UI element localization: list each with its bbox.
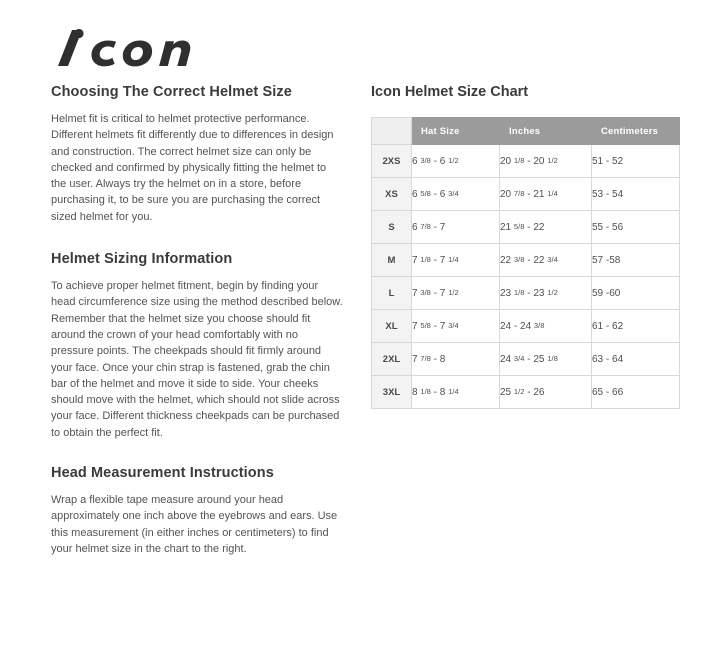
cell-centimeters: 61 - 62 bbox=[592, 310, 680, 343]
cell-size: 2XS bbox=[372, 145, 412, 178]
cell-inches: 24 3/4 - 25 1/8 bbox=[500, 343, 592, 376]
table-row bbox=[372, 211, 680, 244]
section-title: Helmet Sizing Information bbox=[51, 251, 233, 268]
right-column bbox=[371, 84, 679, 409]
cell-hat-size: 7 7/8 - 8 bbox=[412, 343, 500, 376]
cell-inches: 25 1/2 - 26 bbox=[500, 376, 592, 409]
helmet-size-table bbox=[371, 117, 680, 409]
cell-centimeters: 59 -60 bbox=[592, 277, 680, 310]
cell-centimeters: 55 - 56 bbox=[592, 211, 680, 244]
section-title: Head Measurement Instructions bbox=[51, 465, 274, 482]
icon-logo bbox=[52, 26, 212, 70]
table-row bbox=[372, 343, 680, 376]
table-row bbox=[372, 178, 680, 211]
section-title: Choosing The Correct Helmet Size bbox=[51, 84, 292, 100]
cell-centimeters: 63 - 64 bbox=[592, 343, 680, 376]
cell-size: L bbox=[372, 277, 412, 310]
section-body: Helmet fit is critical to helmet protective performance. Different helmets fit differently due to differences in design and construction. The correct helmet size can only be checked and confirmed by physically fitting the helmet to the user. Always try the helmet on in a store, before purchasing it, to be sure you are purchasing the correct sized helmet for you. bbox=[51, 113, 334, 223]
cell-hat-size: 6 7/8 - 7 bbox=[412, 211, 500, 244]
cell-inches: 20 7/8 - 21 1/4 bbox=[500, 178, 592, 211]
table-row bbox=[372, 376, 680, 409]
table-header-hat-size: Hat Size bbox=[412, 118, 500, 145]
section-body: Wrap a flexible tape measure around your head approximately one inch above the eyebrows and ears. Use this measurement (in either inches or centimeters) to find your helmet size in the chart to the right. bbox=[51, 494, 338, 555]
cell-inches: 20 1/8 - 20 1/2 bbox=[500, 145, 592, 178]
cell-inches: 22 3/8 - 22 3/4 bbox=[500, 244, 592, 277]
section-choosing-size bbox=[51, 84, 343, 225]
table-row bbox=[372, 310, 680, 343]
section-head-measurement bbox=[51, 465, 343, 557]
cell-size: 2XL bbox=[372, 343, 412, 376]
cell-centimeters: 51 - 52 bbox=[592, 145, 680, 178]
section-sizing-information bbox=[51, 251, 343, 441]
cell-inches: 24 - 24 3/8 bbox=[500, 310, 592, 343]
cell-inches: 23 1/8 - 23 1/2 bbox=[500, 277, 592, 310]
cell-hat-size: 6 5/8 - 6 3/4 bbox=[412, 178, 500, 211]
cell-hat-size: 7 1/8 - 7 1/4 bbox=[412, 244, 500, 277]
cell-size: XL bbox=[372, 310, 412, 343]
cell-hat-size: 8 1/8 - 8 1/4 bbox=[412, 376, 500, 409]
table-header-inches: Inches bbox=[500, 118, 592, 145]
cell-centimeters: 53 - 54 bbox=[592, 178, 680, 211]
table-header-corner bbox=[372, 118, 412, 145]
cell-centimeters: 57 -58 bbox=[592, 244, 680, 277]
cell-hat-size: 6 3/8 - 6 1/2 bbox=[412, 145, 500, 178]
table-row bbox=[372, 145, 680, 178]
section-body: To achieve proper helmet fitment, begin by finding your head circumference size using the method described below. Remember that the helmet size you choose should fit around the crown of your head comfortably with no pressure points. The cheekpads should fit firmly around your face. Once your chin strap is fastened, grab the chin bar of the helmet and move it side to side. Your cheeks should move with the helmet, which should not slide across your face. Different thickness cheekpads can be purchased to obtain the perfect fit. bbox=[51, 280, 343, 439]
table-header-row bbox=[372, 118, 680, 145]
cell-size: 3XL bbox=[372, 376, 412, 409]
chart-title: Icon Helmet Size Chart bbox=[371, 84, 529, 100]
cell-hat-size: 7 5/8 - 7 3/4 bbox=[412, 310, 500, 343]
cell-size: S bbox=[372, 211, 412, 244]
left-column bbox=[51, 84, 343, 583]
cell-size: M bbox=[372, 244, 412, 277]
table-row bbox=[372, 277, 680, 310]
cell-size: XS bbox=[372, 178, 412, 211]
cell-centimeters: 65 - 66 bbox=[592, 376, 680, 409]
table-header-centimeters: Centimeters bbox=[592, 118, 680, 145]
cell-inches: 21 5/8 - 22 bbox=[500, 211, 592, 244]
table-row bbox=[372, 244, 680, 277]
cell-hat-size: 7 3/8 - 7 1/2 bbox=[412, 277, 500, 310]
